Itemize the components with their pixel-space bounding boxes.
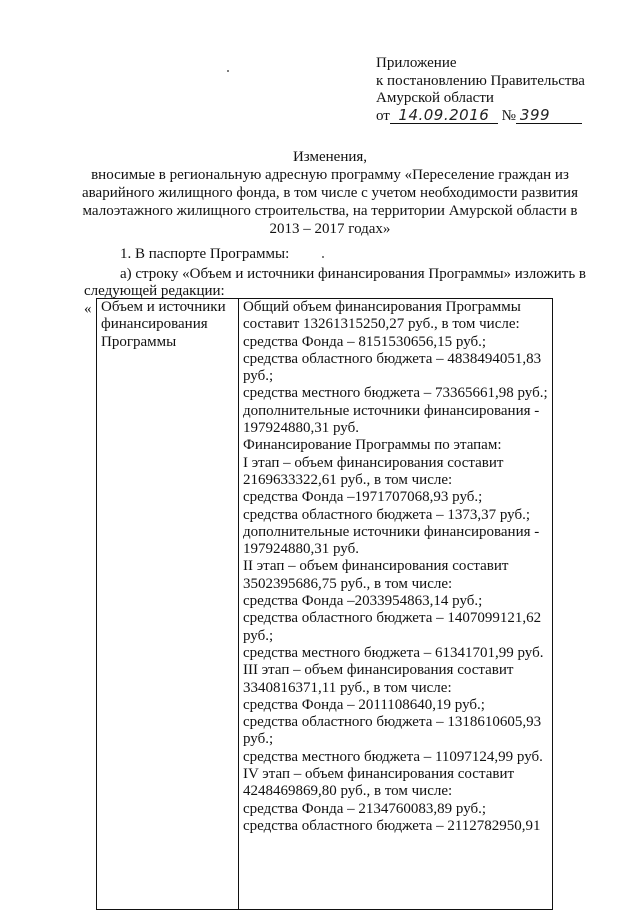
handwritten-number: 399: [516, 108, 582, 124]
opening-quote: «: [84, 301, 92, 317]
appendix-region: Амурской области: [376, 90, 494, 106]
passport-table: [96, 298, 553, 910]
document-title: [60, 148, 600, 238]
value-line: средства Фонда – 2011108640,19 руб.;: [243, 696, 485, 713]
value-line: средства Фонда – 2134760083,89 руб.;: [243, 800, 487, 817]
value-line: дополнительные источники финансирования -: [243, 402, 540, 419]
appendix-block: [376, 55, 585, 125]
scan-speck: [227, 70, 229, 72]
scan-speck: [322, 256, 324, 258]
label-line: Программы: [101, 333, 177, 350]
value-line: I этап – объем финансирования составит: [243, 454, 504, 471]
value-line: средства Фонда –2033954863,14 руб.;: [243, 593, 483, 610]
point-1a-line1: а) строку «Объем и источники финансирования Программы» изложить в: [120, 266, 586, 282]
point-1a-line2: следующей редакции:: [84, 283, 225, 299]
value-line: Финансирование Программы по этапам:: [243, 437, 502, 454]
value-line: IV этап – объем финансирования составит: [243, 766, 515, 783]
value-line: 2169633322,61 руб., в том числе:: [243, 471, 453, 488]
value-line: средства Фонда – 8151530656,15 руб.;: [243, 333, 487, 350]
value-line: 197924880,31 руб.: [243, 420, 359, 437]
appendix-label: Приложение: [376, 55, 457, 71]
date-prefix: от: [376, 107, 390, 124]
value-line: III этап – объем финансирования составит: [243, 662, 514, 679]
title-line: вносимые в региональную адресную программу «Переселение граждан из: [91, 167, 569, 183]
point-1: 1. В паспорте Программы:: [120, 246, 290, 262]
title-heading: Изменения,: [292, 149, 368, 165]
value-line: средства областного бюджета – 1318610605,93: [243, 714, 542, 731]
handwritten-date: 14.09.2016: [390, 108, 498, 124]
value-line: средства областного бюджета – 1373,37 руб.;: [243, 506, 531, 523]
value-line: руб.;: [243, 627, 274, 644]
label-line: финансирования: [101, 316, 208, 333]
number-prefix: №: [501, 107, 516, 124]
value-line: 3340816371,11 руб., в том числе:: [243, 679, 452, 696]
value-line: средства Фонда –1971707068,93 руб.;: [243, 489, 483, 506]
value-line: средства областного бюджета – 1407099121,62: [243, 610, 542, 627]
value-line: составит 13261315250,27 руб., в том числе:: [243, 316, 520, 333]
table-row: [97, 299, 553, 910]
value-line: средства областного бюджета – 2112782950,91: [243, 817, 541, 834]
value-line: средства местного бюджета – 61341701,99 руб.: [243, 644, 544, 661]
appendix-resolution: к постановлению Правительства: [376, 72, 585, 89]
title-line: 2013 – 2017 годах»: [269, 221, 391, 237]
title-line: аварийного жилищного фонда, в том числе с учетом необходимости развития: [82, 185, 578, 201]
value-line: 4248469869,80 руб., в том числе:: [243, 783, 453, 800]
value-line: дополнительные источники финансирования -: [243, 523, 540, 540]
row-value-cell: [239, 299, 553, 910]
appendix-date-number: [376, 105, 585, 126]
row-label-cell: [97, 299, 239, 910]
value-line: 3502395686,75 руб., в том числе:: [243, 575, 453, 592]
value-line: руб.;: [243, 731, 274, 748]
value-line: средства областного бюджета – 4838494051,83: [243, 350, 542, 367]
value-line: средства местного бюджета – 11097124,99 руб.: [243, 748, 543, 765]
value-line: средства местного бюджета – 73365661,98 руб.;: [243, 385, 548, 402]
value-line: II этап – объем финансирования составит: [243, 558, 509, 575]
label-line: Объем и источники: [101, 299, 226, 315]
value-line: 197924880,31 руб.: [243, 541, 359, 558]
value-line: руб.;: [243, 368, 274, 385]
value-line: Общий объем финансирования Программы: [243, 299, 521, 315]
title-line: малоэтажного жилищного строительства, на территории Амурской области в: [82, 203, 578, 219]
